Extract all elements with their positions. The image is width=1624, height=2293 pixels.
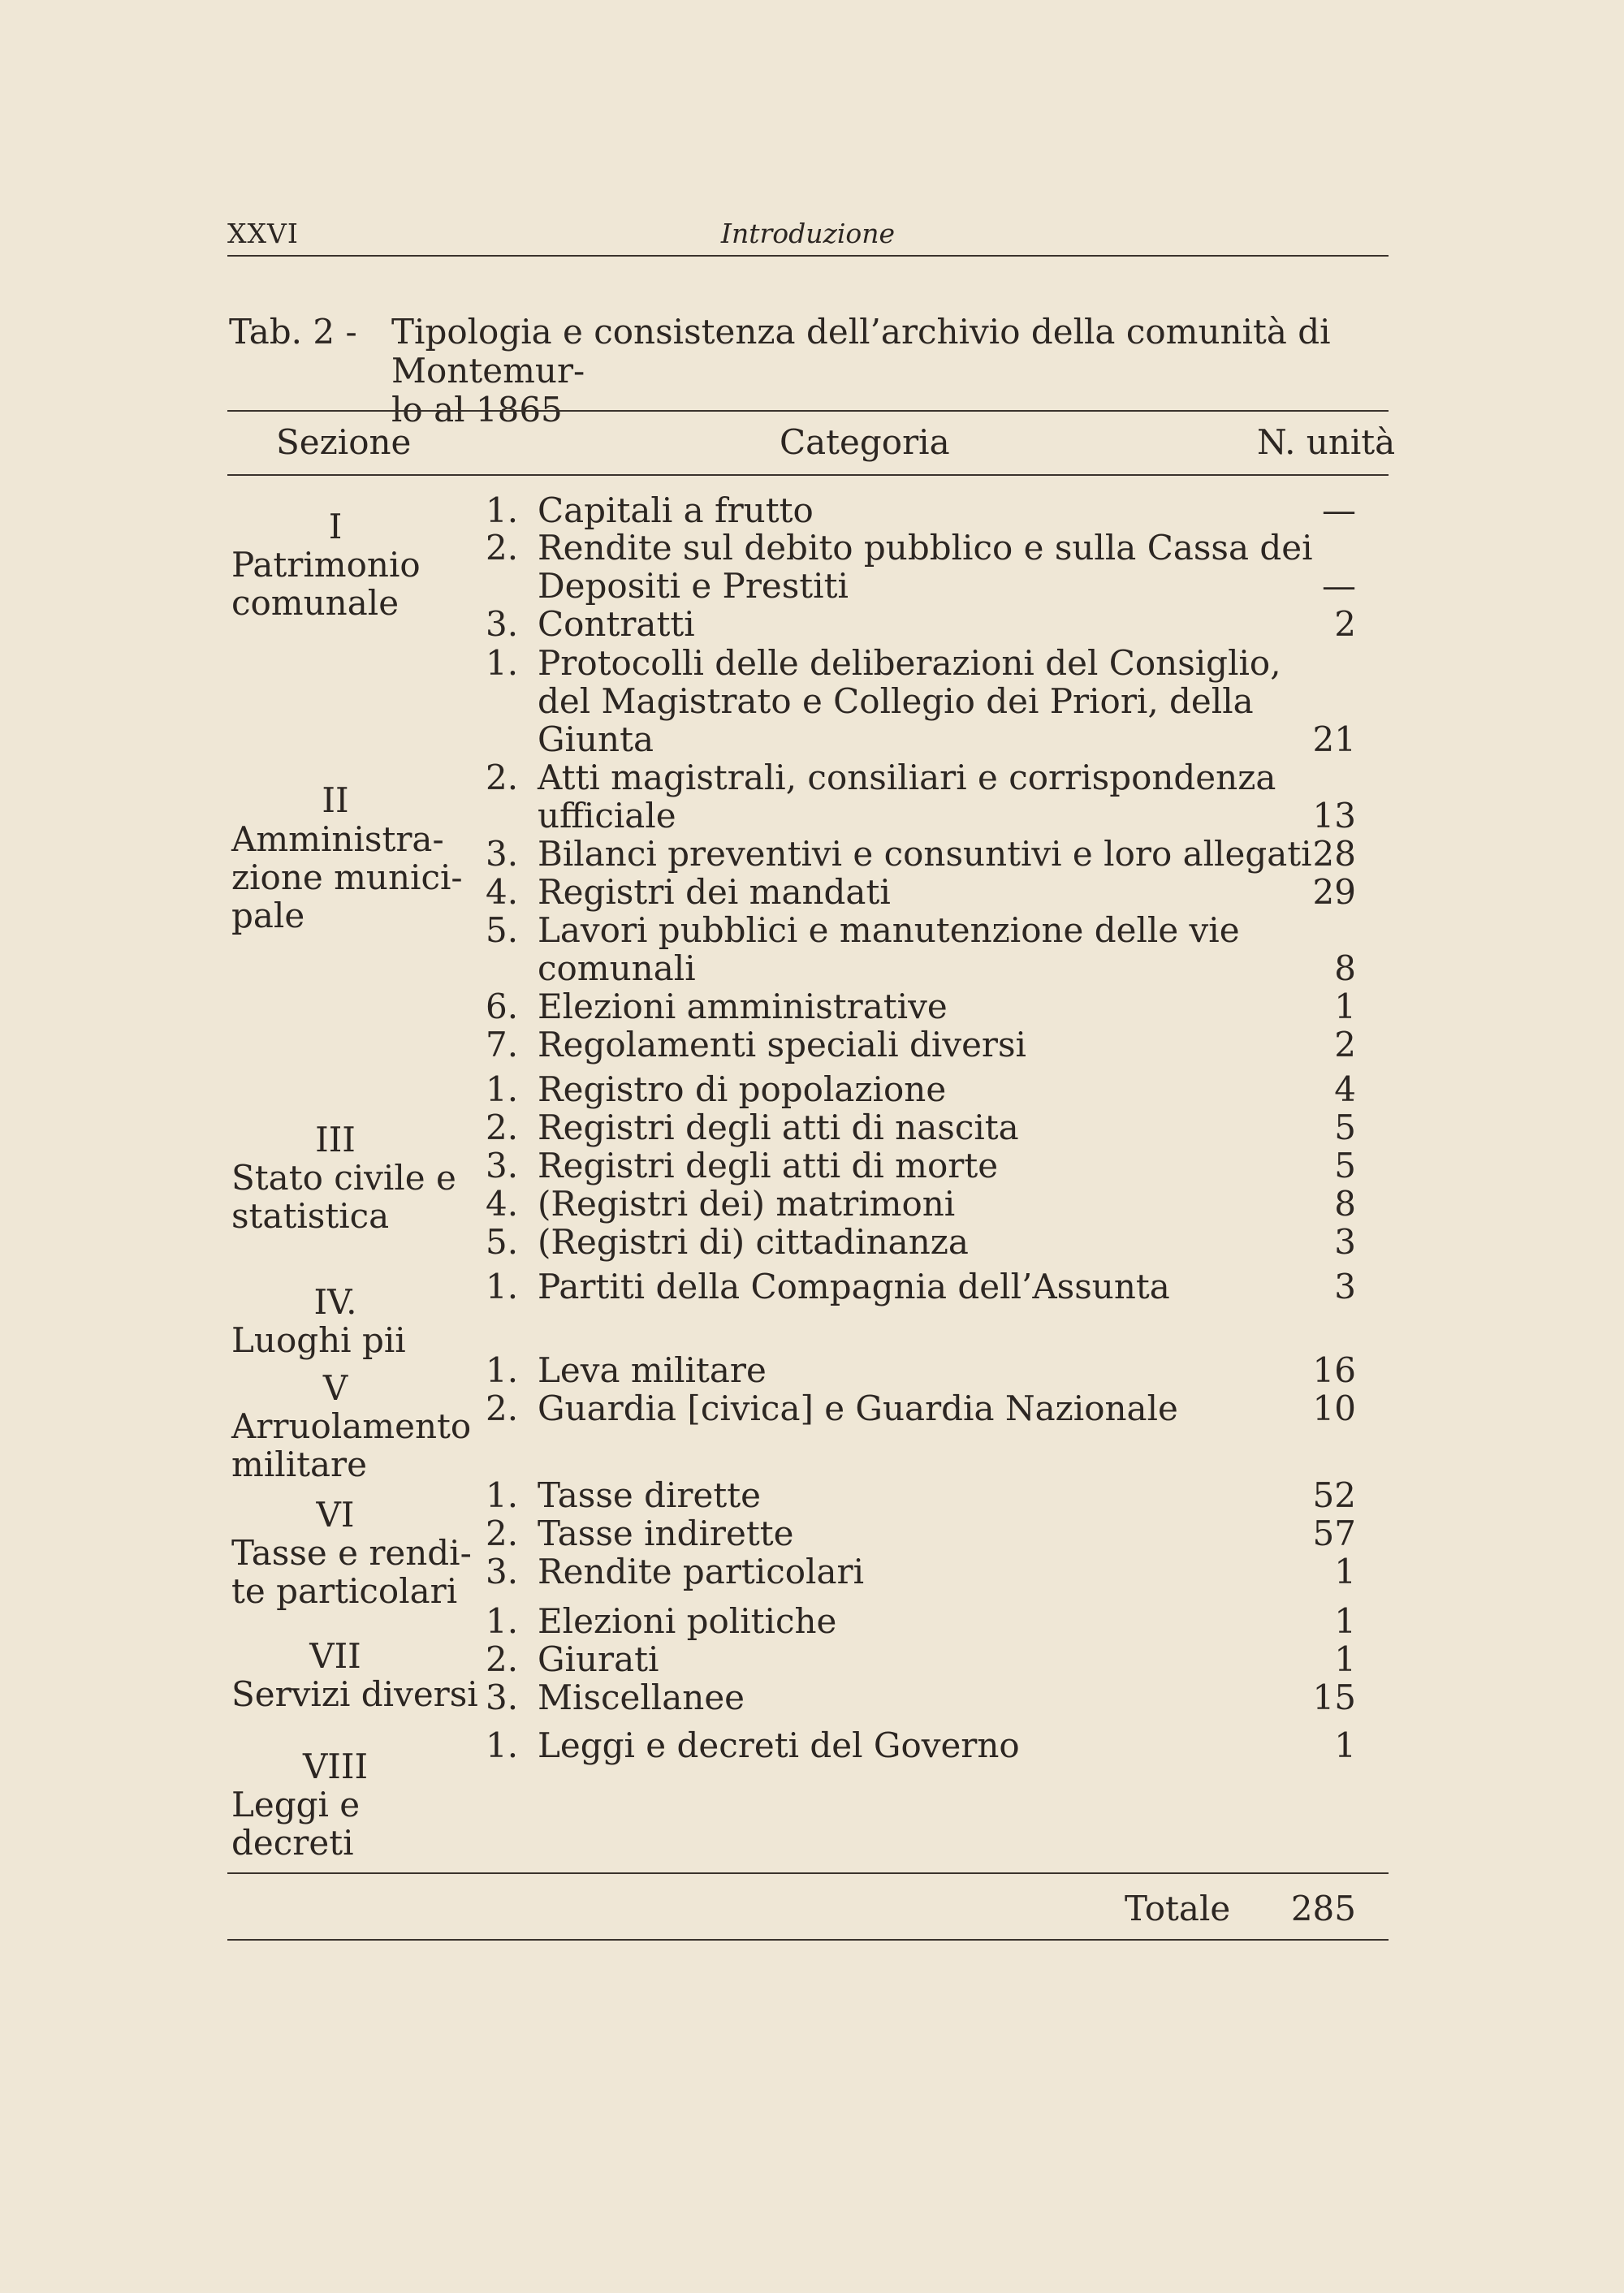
category-number: 1. xyxy=(486,490,519,530)
category-text-line: Elezioni amministrative xyxy=(538,987,948,1026)
category-text-line: Tasse dirette xyxy=(538,1475,761,1515)
section-name-line: Tasse e rendi- xyxy=(231,1533,472,1573)
category-text-line: Giurati xyxy=(538,1639,659,1679)
category-number: 4. xyxy=(486,872,519,912)
total-value: 285 xyxy=(1290,1889,1356,1928)
section-name-line: te particolari xyxy=(231,1571,458,1611)
category-number: 1. xyxy=(486,1350,519,1390)
category-number: 1. xyxy=(486,1601,519,1641)
category-text-line: Tasse indirette xyxy=(538,1514,794,1553)
unit-count: 3 xyxy=(1334,1267,1356,1306)
unit-count: 28 xyxy=(1312,834,1356,874)
unit-count: 13 xyxy=(1312,796,1356,836)
header-categoria: Categoria xyxy=(780,422,950,462)
category-number: 2. xyxy=(486,758,519,797)
category-number: 2. xyxy=(486,1108,519,1147)
section-roman: VI xyxy=(316,1495,355,1535)
category-text-line: comunali xyxy=(538,948,696,988)
unit-count: 2 xyxy=(1334,1025,1356,1064)
category-number: 1. xyxy=(486,1267,519,1306)
section-name-line: Stato civile e xyxy=(231,1158,456,1198)
category-text-line: Rendite particolari xyxy=(538,1552,865,1591)
section-name-line: Arruolamento xyxy=(231,1406,472,1446)
category-number: 2. xyxy=(486,1388,519,1428)
category-number: 3. xyxy=(486,1552,519,1591)
unit-count: 1 xyxy=(1334,1639,1356,1679)
header-sezione: Sezione xyxy=(276,422,412,462)
caption-text xyxy=(391,313,1398,430)
running-title: Introduzione xyxy=(720,218,896,249)
unit-count: 3 xyxy=(1334,1222,1356,1262)
section-roman: II xyxy=(322,780,349,820)
category-number: 2. xyxy=(486,1639,519,1679)
unit-count: 4 xyxy=(1334,1069,1356,1109)
category-text-line: Registri degli atti di nascita xyxy=(538,1108,1019,1147)
category-number: 6. xyxy=(486,987,519,1026)
unit-count: 1 xyxy=(1334,1725,1356,1765)
unit-count: 57 xyxy=(1312,1514,1356,1553)
category-text-line: Capitali a frutto xyxy=(538,490,814,530)
section-name-line: Patrimonio xyxy=(231,545,421,585)
category-text-line: Rendite sul debito pubblico e sulla Cassa dei xyxy=(538,528,1313,568)
unit-count: 52 xyxy=(1312,1475,1356,1515)
category-text-line: Atti magistrali, consiliari e corrispondenza xyxy=(538,758,1276,797)
category-number: 4. xyxy=(486,1184,519,1224)
section-name-line: comunale xyxy=(231,583,400,623)
category-text-line: Lavori pubblici e manutenzione delle vie xyxy=(538,910,1240,950)
section-name-line: Servizi diversi xyxy=(231,1674,478,1714)
running-head xyxy=(227,213,1389,257)
unit-count: 2 xyxy=(1334,604,1356,644)
category-text-line: Regolamenti speciali diversi xyxy=(538,1025,1026,1064)
section-name-line: decreti xyxy=(231,1823,354,1863)
unit-count: 1 xyxy=(1334,1552,1356,1591)
category-number: 1. xyxy=(486,1475,519,1515)
category-number: 7. xyxy=(486,1025,519,1064)
unit-count: — xyxy=(1322,490,1356,530)
category-number: 3. xyxy=(486,1678,519,1717)
category-text-line: Registri dei mandati xyxy=(538,872,891,912)
category-number: 2. xyxy=(486,528,519,568)
section-roman: VIII xyxy=(302,1747,369,1786)
category-text-line: Miscellanee xyxy=(538,1678,745,1717)
category-text-line: (Registri dei) matrimoni xyxy=(538,1184,956,1224)
unit-count: 5 xyxy=(1334,1108,1356,1147)
caption-line: lo al 1865 xyxy=(391,390,563,430)
category-number: 1. xyxy=(486,1069,519,1109)
category-text-line: Elezioni politiche xyxy=(538,1601,837,1641)
category-number: 5. xyxy=(486,1222,519,1262)
section-name-line: militare xyxy=(231,1444,367,1484)
unit-count: 16 xyxy=(1312,1350,1356,1390)
category-number: 3. xyxy=(486,604,519,644)
table-bottom-rule xyxy=(227,1939,1389,1941)
unit-count: 8 xyxy=(1334,1184,1356,1224)
unit-count: 10 xyxy=(1312,1388,1356,1428)
section-roman: VII xyxy=(309,1636,361,1676)
unit-count: — xyxy=(1322,566,1356,606)
category-text-line: Registri degli atti di morte xyxy=(538,1146,999,1185)
section-name-line: Leggi e xyxy=(231,1785,361,1824)
total-top-rule xyxy=(227,1872,1389,1874)
category-text-line: Leva militare xyxy=(538,1350,767,1390)
caption-label: Tab. 2 - xyxy=(229,312,357,352)
section-name-line: Amministra- xyxy=(231,819,444,859)
section-name-line: zione munici- xyxy=(231,857,463,897)
section-name-line: statistica xyxy=(231,1196,390,1236)
unit-count: 5 xyxy=(1334,1146,1356,1185)
category-number: 2. xyxy=(486,1514,519,1553)
category-number: 5. xyxy=(486,910,519,950)
category-text-line: Contratti xyxy=(538,604,695,644)
category-text-line: Giunta xyxy=(538,719,654,759)
unit-count: 29 xyxy=(1312,872,1356,912)
unit-count: 1 xyxy=(1334,987,1356,1026)
section-name-line: pale xyxy=(231,896,305,935)
unit-count: 1 xyxy=(1334,1601,1356,1641)
section-roman: III xyxy=(315,1120,356,1159)
unit-count: 15 xyxy=(1312,1678,1356,1717)
section-roman: IV. xyxy=(313,1282,357,1322)
category-text-line: (Registri di) cittadinanza xyxy=(538,1222,969,1262)
caption-line: Tipologia e consistenza dell’archivio della comunità di Montemur- xyxy=(391,312,1331,391)
category-text-line: Leggi e decreti del Governo xyxy=(538,1725,1020,1765)
table-top-rule xyxy=(227,410,1389,412)
category-number: 1. xyxy=(486,643,519,683)
category-text-line: Partiti della Compagnia dell’Assunta xyxy=(538,1267,1170,1306)
unit-count: 21 xyxy=(1312,719,1356,759)
section-name-line: Luoghi pii xyxy=(231,1320,406,1360)
category-number: 3. xyxy=(486,1146,519,1185)
category-text-line: del Magistrato e Collegio dei Priori, della xyxy=(538,681,1254,721)
total-label: Totale xyxy=(1125,1889,1231,1928)
section-roman: I xyxy=(328,507,343,546)
header-unita: N. unità xyxy=(1257,422,1396,462)
section-roman: V xyxy=(322,1368,348,1408)
category-text-line: Depositi e Prestiti xyxy=(538,566,849,606)
header-bottom-rule xyxy=(227,474,1389,476)
category-text-line: Guardia [civica] e Guardia Nazionale xyxy=(538,1388,1178,1428)
category-text-line: ufficiale xyxy=(538,796,676,836)
unit-count: 8 xyxy=(1334,948,1356,988)
category-number: 3. xyxy=(486,834,519,874)
category-number: 1. xyxy=(486,1725,519,1765)
category-text-line: Bilanci preventivi e consuntivi e loro allegati xyxy=(538,834,1312,874)
page-number: XXVI xyxy=(227,218,299,249)
category-text-line: Protocolli delle deliberazioni del Consiglio, xyxy=(538,643,1281,683)
category-text-line: Registro di popolazione xyxy=(538,1069,947,1109)
